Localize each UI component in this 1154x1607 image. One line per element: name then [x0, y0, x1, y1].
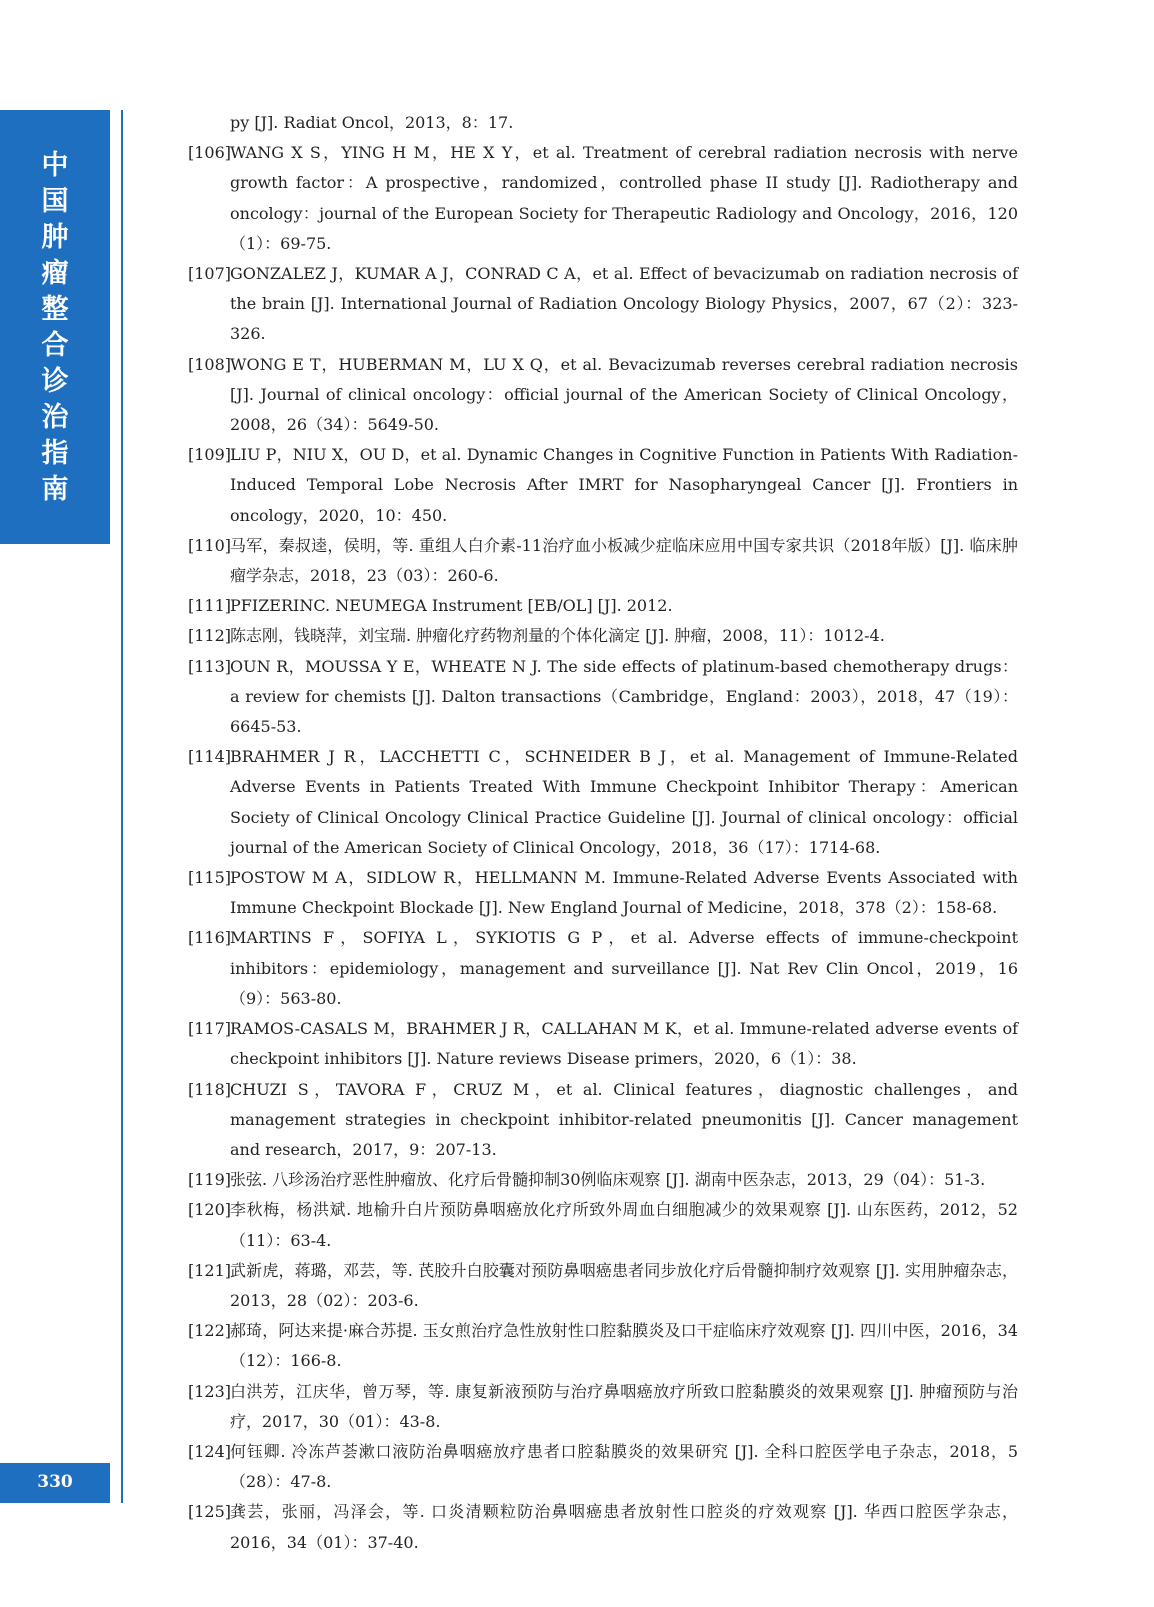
reference-text: 郝琦，阿达来提·麻合苏提. 玉女煎治疗急性放射性口腔黏膜炎及口干症临床疗效观察 [J]. 四川中医，2016，34（12）：166-8.	[230, 1321, 1018, 1371]
title-char: 整	[41, 294, 69, 325]
reference-text: 武新虎，蒋璐，邓芸，等. 芪胶升白胶囊对预防鼻咽癌患者同步放化疗后骨髓抑制疗效观察 [J]. 实用肿瘤杂志，2013，28（02）：203-6.	[230, 1260, 1018, 1310]
reference-text: py [J]. Radiat Oncol，2013，8：17.	[230, 113, 514, 132]
reference-item	[188, 138, 1018, 259]
reference-item	[188, 591, 1018, 621]
reference-number: [123]	[188, 1381, 232, 1401]
reference-item	[188, 1165, 1018, 1195]
reference-item	[188, 742, 1018, 863]
reference-text: 马军，秦叔逵，侯明，等. 重组人白介素-11治疗血小板减少症临床应用中国专家共识（2018年版）[J]. 临床肿瘤学杂志，2018，23（03）：260-6.	[230, 535, 1018, 586]
reference-item	[188, 108, 1018, 138]
title-char: 肿	[41, 222, 69, 253]
reference-number: [120]	[188, 1200, 232, 1220]
reference-list	[188, 108, 1018, 1558]
reference-number: [121]	[188, 1260, 232, 1280]
reference-text: PFIZERINC. NEUMEGA Instrument [EB/OL] [J]. 2012.	[230, 596, 673, 616]
title-char: 合	[41, 330, 69, 361]
reference-number: [117]	[188, 1019, 232, 1039]
reference-item	[188, 923, 1018, 1014]
reference-number: [112]	[188, 626, 232, 646]
reference-item	[188, 440, 1018, 531]
reference-text: 何钰卿. 冷冻芦荟漱口液防治鼻咽癌放疗患者口腔黏膜炎的效果研究 [J]. 全科口腔医学电子杂志，2018，5（28）：47-8.	[230, 1441, 1018, 1492]
reference-number: [122]	[188, 1321, 232, 1341]
reference-item	[188, 350, 1018, 441]
reference-item	[188, 1195, 1018, 1255]
reference-number: [118]	[188, 1079, 232, 1099]
reference-number: [108]	[188, 354, 232, 374]
reference-text: POSTOW M A，SIDLOW R，HELLMANN M. Immune-Related Adverse Events Associated with Immune Checkpoint Blockade [J]. New England Journal of Medicine，2018，378（2）：158-68.	[230, 868, 1018, 918]
reference-item	[188, 863, 1018, 923]
title-char: 中	[41, 150, 69, 181]
reference-number: [107]	[188, 264, 232, 284]
reference-number: [125]	[188, 1502, 232, 1522]
title-char: 国	[41, 186, 69, 217]
title-char: 指	[41, 438, 69, 469]
reference-number: [119]	[188, 1170, 232, 1190]
reference-text: 张弦. 八珍汤治疗恶性肿瘤放、化疗后骨髓抑制30例临床观察 [J]. 湖南中医杂志，2013，29（04）：51-3.	[230, 1170, 986, 1190]
reference-item	[188, 621, 1018, 651]
reference-number: [106]	[188, 143, 232, 163]
reference-text: CHUZI S，TAVORA F，CRUZ M，et al. Clinical features，diagnostic challenges，and management strategies in checkpoint inhibitor-related pneumonitis [J]. Cancer management and research，2017，9：207-13.	[230, 1079, 1018, 1159]
reference-text: LIU P，NIU X，OU D，et al. Dynamic Changes in Cognitive Function in Patients With Radiation-Induced Temporal Lobe Necrosis After IMRT for Nasopharyngeal Cancer [J]. Frontiers in oncology，2020，10：450.	[230, 445, 1018, 525]
reference-text: OUN R，MOUSSA Y E，WHEATE N J. The side effects of platinum-based chemotherapy drugs：a review for chemists [J]. Dalton transactions（Cambridge，England：2003），2018，47（19）：6645-53.	[230, 656, 1018, 737]
reference-item	[188, 531, 1018, 591]
reference-number: [116]	[188, 928, 232, 948]
reference-number: [109]	[188, 445, 232, 465]
reference-item	[188, 652, 1018, 743]
reference-text: 陈志刚，钱晓萍，刘宝瑞. 肿瘤化疗药物剂量的个体化滴定 [J]. 肿瘤，2008，11）：1012-4.	[230, 626, 885, 646]
reference-number: [113]	[188, 656, 232, 676]
title-char: 治	[41, 402, 69, 433]
reference-item	[188, 1014, 1018, 1074]
reference-item	[188, 1497, 1018, 1557]
side-rule	[121, 110, 123, 1503]
reference-number: [111]	[188, 596, 232, 616]
reference-text: 李秋梅，杨洪斌. 地榆升白片预防鼻咽癌放化疗所致外周血白细胞减少的效果观察 [J]. 山东医药，2012，52（11）：63-4.	[230, 1200, 1018, 1250]
reference-text: RAMOS-CASALS M，BRAHMER J R，CALLAHAN M K，et al. Immune-related adverse events of checkpoint inhibitors [J]. Nature reviews Disease primers，2020，6（1）：38.	[230, 1019, 1018, 1069]
reference-text: WONG E T，HUBERMAN M，LU X Q，et al. Bevacizumab reverses cerebral radiation necrosis [J]. Journal of clinical oncology：official journal of the American Society of Clinical Oncology，2008，26（34）：5649-50.	[230, 354, 1019, 435]
reference-item	[188, 1437, 1018, 1497]
reference-item	[188, 1316, 1018, 1376]
title-char: 南	[41, 474, 69, 505]
reference-item	[188, 1377, 1018, 1437]
reference-text: BRAHMER J R，LACCHETTI C，SCHNEIDER B J，et al. Management of Immune-Related Adverse Events in Patients Treated With Immune Checkpoint Inhibitor Therapy：American Society of Clinical Oncology Clinical Practice Guideline [J]. Journal of clinical oncology：official journal of the American Society of Clinical Oncology，2018，36（17）：1714-68.	[230, 747, 1018, 857]
reference-number: [115]	[188, 868, 232, 888]
reference-number: [114]	[188, 747, 232, 767]
title-char: 瘤	[41, 258, 69, 289]
reference-number: [110]	[188, 535, 232, 555]
book-title-vertical	[0, 148, 110, 508]
reference-text: GONZALEZ J，KUMAR A J，CONRAD C A，et al. Effect of bevacizumab on radiation necrosis of the brain [J]. International Journal of Radiation Oncology Biology Physics，2007，67（2）：323-326.	[230, 264, 1018, 344]
page-number: 330	[37, 1472, 73, 1492]
reference-text: 龚芸，张丽，冯泽会，等. 口炎清颗粒防治鼻咽癌患者放射性口腔炎的疗效观察 [J]. 华西口腔医学杂志，2016，34（01）：37-40.	[230, 1502, 1018, 1552]
title-char: 诊	[41, 366, 69, 397]
reference-item	[188, 259, 1018, 350]
reference-text: MARTINS F，SOFIYA L，SYKIOTIS G P，et al. Adverse effects of immune-checkpoint inhibitors：epidemiology，management and surveillance [J]. Nat Rev Clin Oncol，2019，16（9）：563-80.	[230, 928, 1018, 1008]
reference-item	[188, 1256, 1018, 1316]
reference-text: WANG X S，YING H M，HE X Y，et al. Treatment of cerebral radiation necrosis with nerve growth factor：A prospective，randomized，controlled phase II study [J]. Radiotherapy and oncology：journal of the European Society for Therapeutic Radiology and Oncology，2016，120（1）：69-75.	[230, 143, 1018, 253]
reference-text: 白洪芳，江庆华，曾万琴，等. 康复新液预防与治疗鼻咽癌放疗所致口腔黏膜炎的效果观察 [J]. 肿瘤预防与治疗，2017，30（01）：43-8.	[230, 1381, 1018, 1431]
reference-number: [124]	[188, 1441, 232, 1461]
reference-item	[188, 1075, 1018, 1166]
